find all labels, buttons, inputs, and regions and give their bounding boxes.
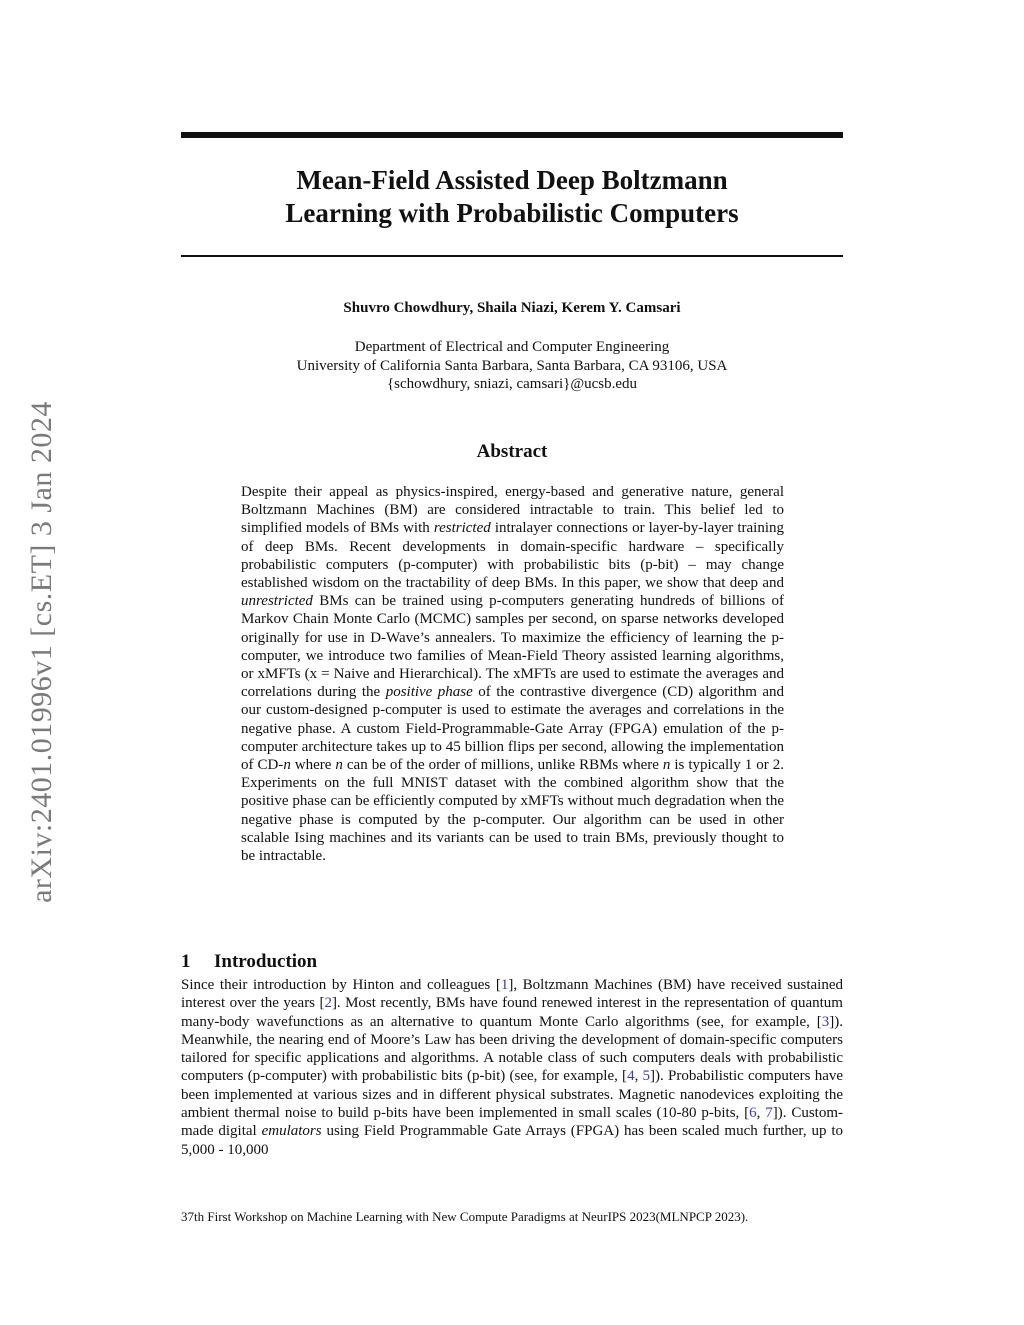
intro-text: using Field Programmable Gate Arrays (FPGA) has been scaled much further, up to 5,000 - 10,000 <box>181 1123 844 1158</box>
abstract-text: is typically 1 or 2. Experiments on the full MNIST dataset with the combined algorithm show that the positive phase can be efficiently computed by xMFTs without much degradation when the negative phase is computed by the p-computer. Our algorithm can be used in other scalable Ising machines and its variants can be used to train BMs, previously thought to be intractable. <box>241 757 784 865</box>
affiliation-university: University of California Santa Barbara, Santa Barbara, CA 93106, USA <box>296 357 728 374</box>
abstract-text: of the contrastive divergence (CD) algorithm and our custom-designed p-computer is used to estimate the averages and correlations in the negative phase. A custom Field-Programmable-Gate Array (FPGA) emulation of the p-computer architecture takes up to 45 billion flips per second, allowing the implementation of CD- <box>241 684 785 774</box>
math-variable: n <box>662 757 671 774</box>
citation-link[interactable]: 7 <box>765 1105 773 1122</box>
section-heading-introduction <box>181 951 317 973</box>
citation-link[interactable]: 2 <box>324 995 332 1012</box>
section-number: 1 <box>181 951 191 972</box>
affiliation <box>181 338 843 394</box>
math-variable: n <box>283 757 291 774</box>
title-line-2: Learning with Probabilistic Computers <box>285 198 739 228</box>
section-title: Introduction <box>214 951 318 972</box>
abstract-text: Despite their appeal as physics-inspired, energy-based and generative nature, general Boltzmann Machines (BM) are considered intractable to train. This belief led to simplified models of BMs with <box>241 484 784 537</box>
abstract-emphasis: unrestricted <box>241 593 313 610</box>
intro-text: ], Boltzmann Machines (BM) have received sustained interest over the years [ <box>181 977 843 1012</box>
citation-link[interactable]: 4 <box>627 1068 635 1085</box>
introduction-body <box>181 976 843 1159</box>
arxiv-identifier: arXiv:2401.01996v1 [cs.ET] 3 Jan 2024 <box>25 401 58 903</box>
citation-link[interactable]: 3 <box>821 1013 830 1030</box>
intro-text: ]. Most recently, BMs have found renewed interest in the representation of quantum many-body wavefunctions as an alternative to quantum Monte Carlo algorithms (see, for example, [ <box>181 995 843 1030</box>
abstract-body <box>241 483 784 865</box>
citation-link[interactable]: 6 <box>749 1105 757 1122</box>
abstract-text: can be of the order of millions, unlike RBMs where <box>342 757 663 774</box>
intro-text: ]). Meanwhile, the nearing end of Moore’s Law has been driving the development of domain-specific computers tailored for specific applications and algorithms. A notable class of such computers deals with probabilistic computers (p-computer) with probabilistic bits (p-bit) (see, for example, [ <box>181 1013 843 1085</box>
affiliation-email: {schowdhury, sniazi, camsari}@ucsb.edu <box>386 376 638 392</box>
title-bottom-rule <box>181 255 843 257</box>
intro-text: , <box>634 1068 643 1085</box>
intro-emphasis: emulators <box>261 1123 322 1140</box>
abstract-heading: Abstract <box>476 441 548 462</box>
abstract-text: where <box>290 757 336 774</box>
intro-text: , <box>756 1105 766 1122</box>
intro-text: ]). Probabilistic computers have been implemented at various sizes and in different physical substrates. Magnetic nanodevices exploiting the ambient thermal noise to build p-bits have been implemented in small scales (10-80 p-bits, [ <box>181 1068 844 1122</box>
abstract-text: intralayer connections or layer-by-layer training of deep BMs. Recent developments in domain-specific hardware – specifically probabilistic computers (p-computer) with probabilistic bits (p-bit) – may change established wisdom on the tractability of deep BMs. In this paper, we show that deep and <box>241 520 784 592</box>
math-variable: n <box>335 757 343 774</box>
author-list: Shuvro Chowdhury, Shaila Niazi, Kerem Y. Camsari <box>343 300 681 316</box>
title-top-rule <box>181 132 843 138</box>
citation-link[interactable]: 5 <box>642 1068 651 1085</box>
abstract-text: BMs can be trained using p-computers generating hundreds of billions of Markov Chain Monte Carlo (MCMC) samples per second, on sparse networks developed originally for use in D-Wave’s annealers. To maximize the efficiency of learning the p-computer, we introduce two families of Mean-Field Theory assisted learning algorithms, or xMFTs (x = Naive and Hierarchical). The xMFTs are used to estimate the averages and correlations during the <box>241 593 784 701</box>
intro-text: ]). Custom-made digital <box>181 1105 844 1140</box>
citation-link[interactable]: 1 <box>500 977 509 993</box>
intro-text: Since their introduction by Hinton and colleagues [ <box>181 977 501 993</box>
abstract-emphasis: restricted <box>433 520 491 537</box>
affiliation-department: Department of Electrical and Computer Engineering <box>354 339 670 355</box>
venue-footnote: 37th First Workshop on Machine Learning with New Compute Paradigms at NeurIPS 2023(MLNPCP 2023). <box>181 1209 749 1224</box>
paper-title <box>181 164 843 230</box>
title-line-1: Mean-Field Assisted Deep Boltzmann <box>296 165 728 195</box>
abstract-emphasis: positive phase <box>385 684 473 701</box>
